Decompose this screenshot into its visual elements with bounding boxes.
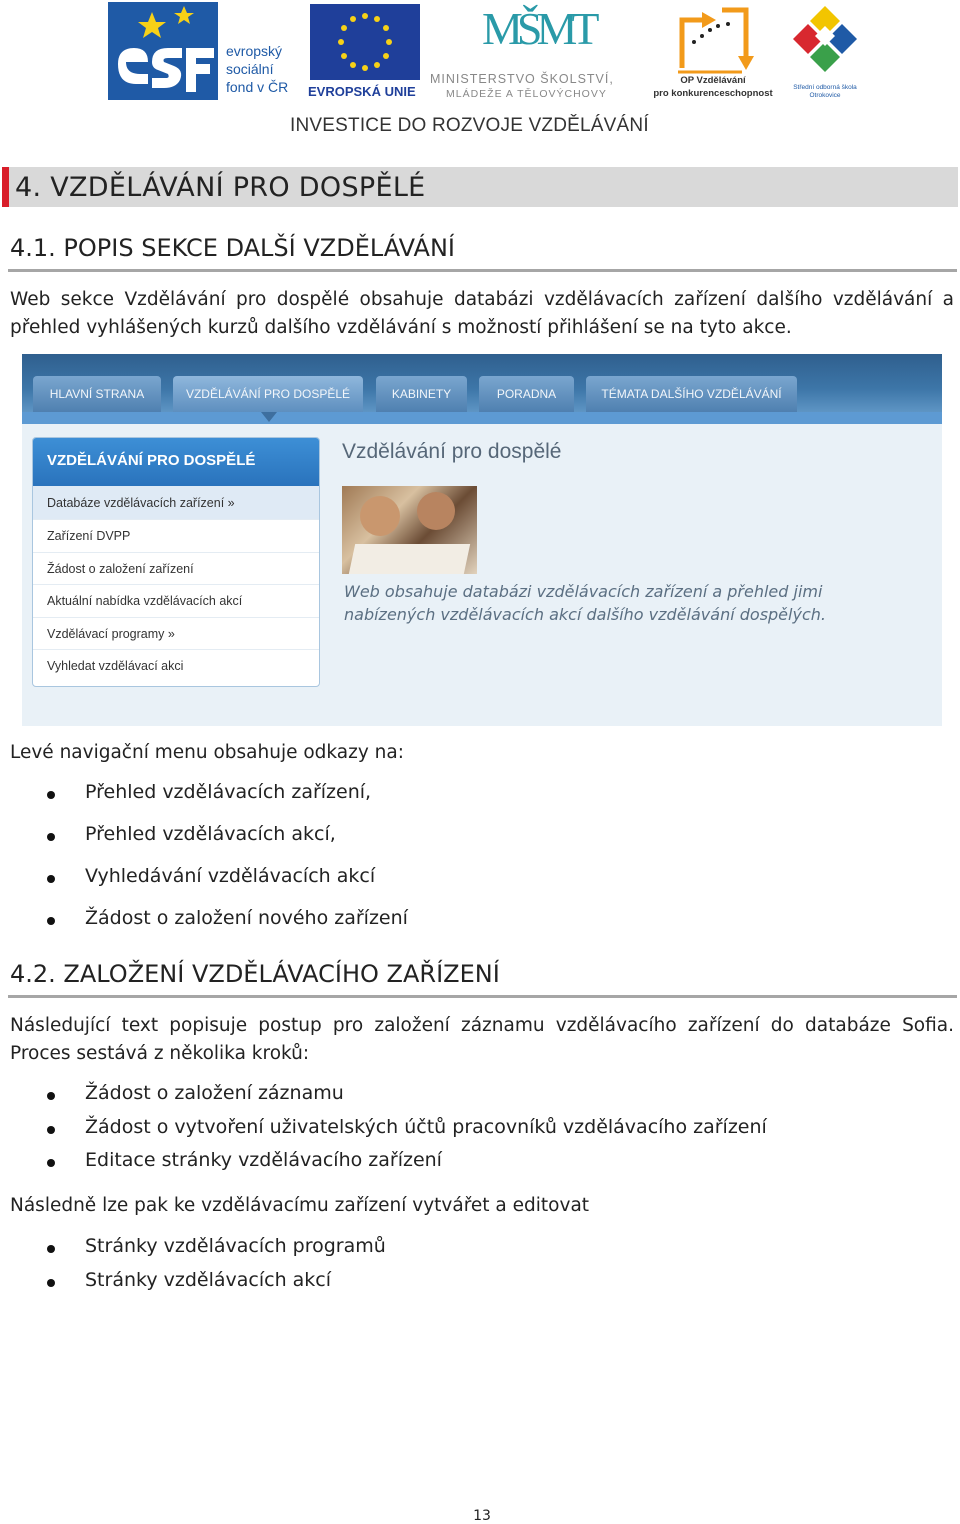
school-diamonds-icon: [790, 2, 860, 82]
chapter-heading: [2, 167, 958, 207]
msmt-logo: [430, 2, 635, 100]
sidebar-title: VZDĚLÁVÁNÍ PRO DOSPĚLÉ: [33, 438, 319, 486]
op-arrows-icon: [648, 2, 780, 74]
sidebar-item: Zařízení DVPP: [33, 520, 319, 553]
tab-poradna: PORADNA: [479, 376, 574, 412]
esf-text-line: fond v ČR: [226, 79, 289, 95]
msmt-mark: MŠMT: [482, 3, 594, 54]
site-sidebar-menu: [32, 437, 320, 687]
tab-temata: TÉMATA DALŠÍHO VZDĚLÁVÁNÍ: [586, 376, 797, 412]
bullet-icon: [47, 875, 55, 883]
school-logo: [790, 2, 860, 100]
school-wordmark: [790, 84, 860, 100]
sidebar-item: Vzdělávací programy »: [33, 618, 319, 651]
list-item-text: Stránky vzdělávacích programů: [85, 1235, 386, 1257]
section-2-intro: [10, 1012, 954, 1068]
site-main-description: [344, 580, 826, 626]
menu-intro-text: Levé navigační menu obsahuje odkazy na:: [10, 742, 404, 763]
intro-line: přehled vyhlášených kurzů dalšího vzdělávání s možností přihlášení se na tyto akce.: [10, 317, 792, 338]
school-text-line: Otrokovice: [809, 92, 841, 99]
eu-label: EVROPSKÁ UNIE: [308, 84, 416, 99]
esf-logo: [108, 2, 300, 100]
investice-tagline: INVESTICE DO ROZVOJE VZDĚLÁVÁNÍ: [290, 115, 649, 136]
eu-flag-icon: [310, 4, 420, 80]
list-item-text: Stránky vzdělávacích akcí: [85, 1268, 332, 1291]
tab-kabinety: KABINETY: [376, 376, 467, 412]
op-wordmark: [648, 74, 778, 100]
bullet-icon: [47, 1126, 55, 1134]
sidebar-item: Žádost o založení zařízení: [33, 553, 319, 586]
op-text-line: OP Vzdělávání: [680, 75, 746, 86]
intro-line: Proces sestává z několika kroků:: [10, 1043, 310, 1064]
list-item-text: Žádost o založení záznamu: [85, 1082, 344, 1104]
op-logo: [648, 2, 780, 100]
list-item-text: Žádost o vytvoření uživatelských účtů pracovníků vzdělávacího zařízení: [85, 1115, 767, 1138]
chapter-title: 4. VZDĚLÁVÁNÍ PRO DOSPĚLÉ: [15, 172, 426, 203]
esf-text-line: sociální: [226, 61, 274, 77]
after-steps-text: Následně lze pak ke vzdělávacímu zařízení vytvářet a editovat: [10, 1195, 590, 1216]
school-text-line: Střední odborná škola: [793, 84, 857, 91]
active-tab-indicator-icon: [261, 412, 277, 422]
esf-text-line: evropský: [226, 43, 283, 59]
students-photo: [342, 486, 477, 574]
section-1-intro: [10, 286, 954, 342]
bullet-icon: [47, 1279, 55, 1287]
bullet-icon: [47, 1092, 55, 1100]
eu-logo: [310, 4, 422, 100]
intro-line: Web sekce Vzdělávání pro dospělé obsahuje databázi vzdělávacích zařízení dalšího vzdělávání a: [10, 289, 954, 310]
list-item-text: Žádost o založení nového zařízení: [85, 907, 408, 929]
website-screenshot: [22, 354, 942, 726]
list-item-text: Přehled vzdělávacích akcí,: [85, 823, 336, 845]
sidebar-item: Databáze vzdělávacích zařízení »: [33, 486, 319, 520]
section-rule: [8, 269, 957, 272]
description-line: Web obsahuje databázi vzdělávacích zařízení a přehled jimi: [344, 582, 823, 601]
bullet-icon: [47, 917, 55, 925]
bullet-icon: [47, 1159, 55, 1167]
list-item-text: Přehled vzdělávacích zařízení,: [85, 781, 372, 803]
logo-band: [0, 0, 960, 145]
bullet-icon: [47, 1245, 55, 1253]
section-heading-4-1: 4.1. POPIS SEKCE DALŠÍ VZDĚLÁVÁNÍ: [10, 234, 456, 262]
description-line: nabízených vzdělávacích akcí dalšího vzdělávání dospělých.: [344, 605, 826, 624]
section-rule: [8, 995, 957, 998]
section-heading-4-2: 4.2. ZALOŽENÍ VZDĚLÁVACÍHO ZAŘÍZENÍ: [10, 960, 500, 988]
list-item-text: Editace stránky vzdělávacího zařízení: [85, 1149, 442, 1171]
esf-wordmark: [226, 42, 288, 96]
msmt-text-line: MINISTERSTVO ŠKOLSTVÍ,: [430, 72, 614, 86]
bullet-icon: [47, 791, 55, 799]
tab-vzdelavani-pro-dospele: VZDĚLÁVÁNÍ PRO DOSPĚLÉ: [173, 376, 363, 412]
op-text-line: pro konkurenceschopnost: [653, 88, 773, 99]
sidebar-item: Aktuální nabídka vzdělávacích akcí: [33, 585, 319, 618]
page-number: 13: [473, 1508, 491, 1524]
bullet-icon: [47, 833, 55, 841]
intro-line: Následující text popisuje postup pro založení záznamu vzdělávacího zařízení do databáze Sofia.: [10, 1015, 954, 1036]
list-item-text: Vyhledávání vzdělávacích akcí: [85, 865, 376, 887]
site-nav-strip: [22, 412, 942, 424]
tab-hlavni-strana: HLAVNÍ STRANA: [33, 376, 161, 412]
sidebar-item: Vyhledat vzdělávací akci: [47, 659, 184, 673]
msmt-text-line: MLÁDEŽE A TĚLOVÝCHOVY: [446, 88, 607, 100]
site-main-title: Vzdělávání pro dospělé: [342, 440, 562, 463]
esf-mark-icon: [108, 2, 218, 100]
